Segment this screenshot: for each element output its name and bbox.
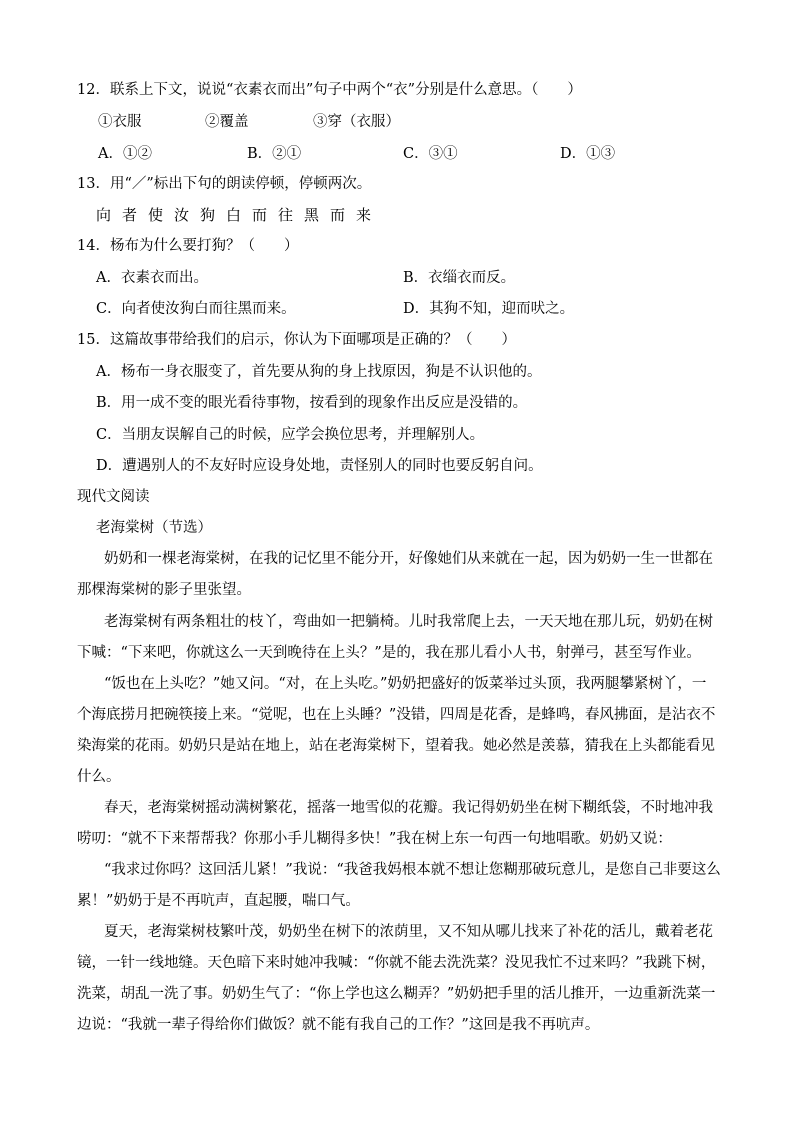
question-15-stem: 15．这篇故事带给我们的启示，你认为下面哪项是正确的？（ ）	[77, 332, 516, 348]
passage-line: 老海棠树有两条粗壮的枝丫，弯曲如一把躺椅。儿时我常爬上去，一天天地在那儿玩，奶奶在树	[104, 614, 713, 630]
q14-option-a: A．衣素衣而出。	[96, 270, 208, 286]
q14-option-b: B．衣缁衣而反。	[403, 270, 516, 286]
q15-option-c: C．当朋友误解自己的时候，应学会换位思考，并理解别人。	[96, 427, 485, 443]
passage-line: “我求过你吗？这回活儿紧！”我说：“我爸我妈根本就不想让您糊那破玩意儿，是您自己非要这么	[104, 862, 721, 878]
question-14-stem: 14．杨布为什么要打狗？（ ）	[77, 238, 299, 254]
q12-meaning-3: ③穿（衣服）	[313, 114, 400, 130]
passage-line: 边说：“我就一辈子得给你们做饭？就不能有我自己的工作？”这回是我不再吭声。	[77, 1017, 600, 1033]
passage-line: 染海棠的花雨。奶奶只是站在地上，站在老海棠树下，望着我。她必然是羡慕，猜我在上头都能看见	[77, 738, 715, 754]
passage-line: 洗菜，胡乱一洗了事。奶奶生气了：“你上学也这么糊弄？”奶奶把手里的活儿推开，一边重新洗菜一	[77, 986, 716, 1002]
passage-title: 老海棠树（节选）	[96, 520, 212, 536]
q14-option-c: C．向者使汝狗白而往黑而来。	[96, 301, 296, 317]
q14-option-d: D．其狗不知，迎而吠之。	[403, 301, 575, 317]
passage-line: 下喊：“下来吧，你就这么一天到晚待在上头？”是的，我在那儿看小人书，射弹弓，甚至写作业。	[77, 645, 701, 661]
q12-meaning-2: ②覆盖	[205, 114, 249, 130]
passage-line: “饭也在上头吃？”她又问。“对，在上头吃。”奶奶把盛好的饭菜举过头顶，我两腿攀紧树丫，一	[104, 676, 707, 692]
q12-option-a: A．①②	[98, 146, 152, 162]
passage-line: 什么。	[77, 769, 121, 785]
q12-option-b: B．②①	[247, 146, 302, 162]
q12-option-c: C．③①	[403, 146, 458, 162]
passage-line: 唠叨：“就不下来帮帮我？你那小手儿糊得多快！”我在树上东一句西一句地唱歌。奶奶又说：	[77, 831, 672, 847]
q15-option-b: B．用一成不变的眼光看待事物，按看到的现象作出反应是没错的。	[96, 395, 528, 411]
question-13-stem: 13．用“／”标出下句的朗读停顿，停顿两次。	[77, 176, 372, 192]
q12-meaning-1: ①衣服	[98, 114, 142, 130]
passage-line: 春天，老海棠树摇动满树繁花，摇落一地雪似的花瓣。我记得奶奶坐在树下糊纸袋，不时地冲我	[104, 800, 713, 816]
passage-line: 夏天，老海棠树枝繁叶茂，奶奶坐在树下的浓荫里，又不知从哪儿找来了补花的活儿，戴着老花	[104, 924, 713, 940]
section-heading: 现代文阅读	[77, 489, 150, 505]
question-12-stem: 12．联系上下文，说说“衣素衣而出”句子中两个“衣”分别是什么意思。（ ）	[77, 82, 582, 98]
q15-option-d: D．遭遇别人的不友好时应设身处地，责怪别人的同时也要反躬自问。	[96, 458, 543, 474]
passage-line: 个海底捞月把碗筷接上来。“觉呢，也在上头睡？”没错，四周是花香，是蜂鸣，春风拂面，是沾衣不	[77, 707, 716, 723]
q12-option-d: D．①③	[560, 146, 616, 162]
q15-option-a: A．杨布一身衣服变了，首先要从狗的身上找原因，狗是不认识他的。	[96, 364, 542, 380]
q13-sentence: 向者使汝狗白而往黑而来	[96, 206, 383, 224]
passage-line: 奶奶和一棵老海棠树，在我的记忆里不能分开，好像她们从来就在一起，因为奶奶一生一世都在	[104, 551, 713, 567]
passage-line: 镜，一针一线地缝。天色暗下来时她冲我喊：“你就不能去洗洗菜？没见我忙不过来吗？”我跳下树，	[77, 955, 716, 971]
passage-line: 那棵海棠树的影子里张望。	[77, 582, 251, 598]
passage-line: 累！”奶奶于是不再吭声，直起腰，喘口气。	[77, 893, 360, 909]
